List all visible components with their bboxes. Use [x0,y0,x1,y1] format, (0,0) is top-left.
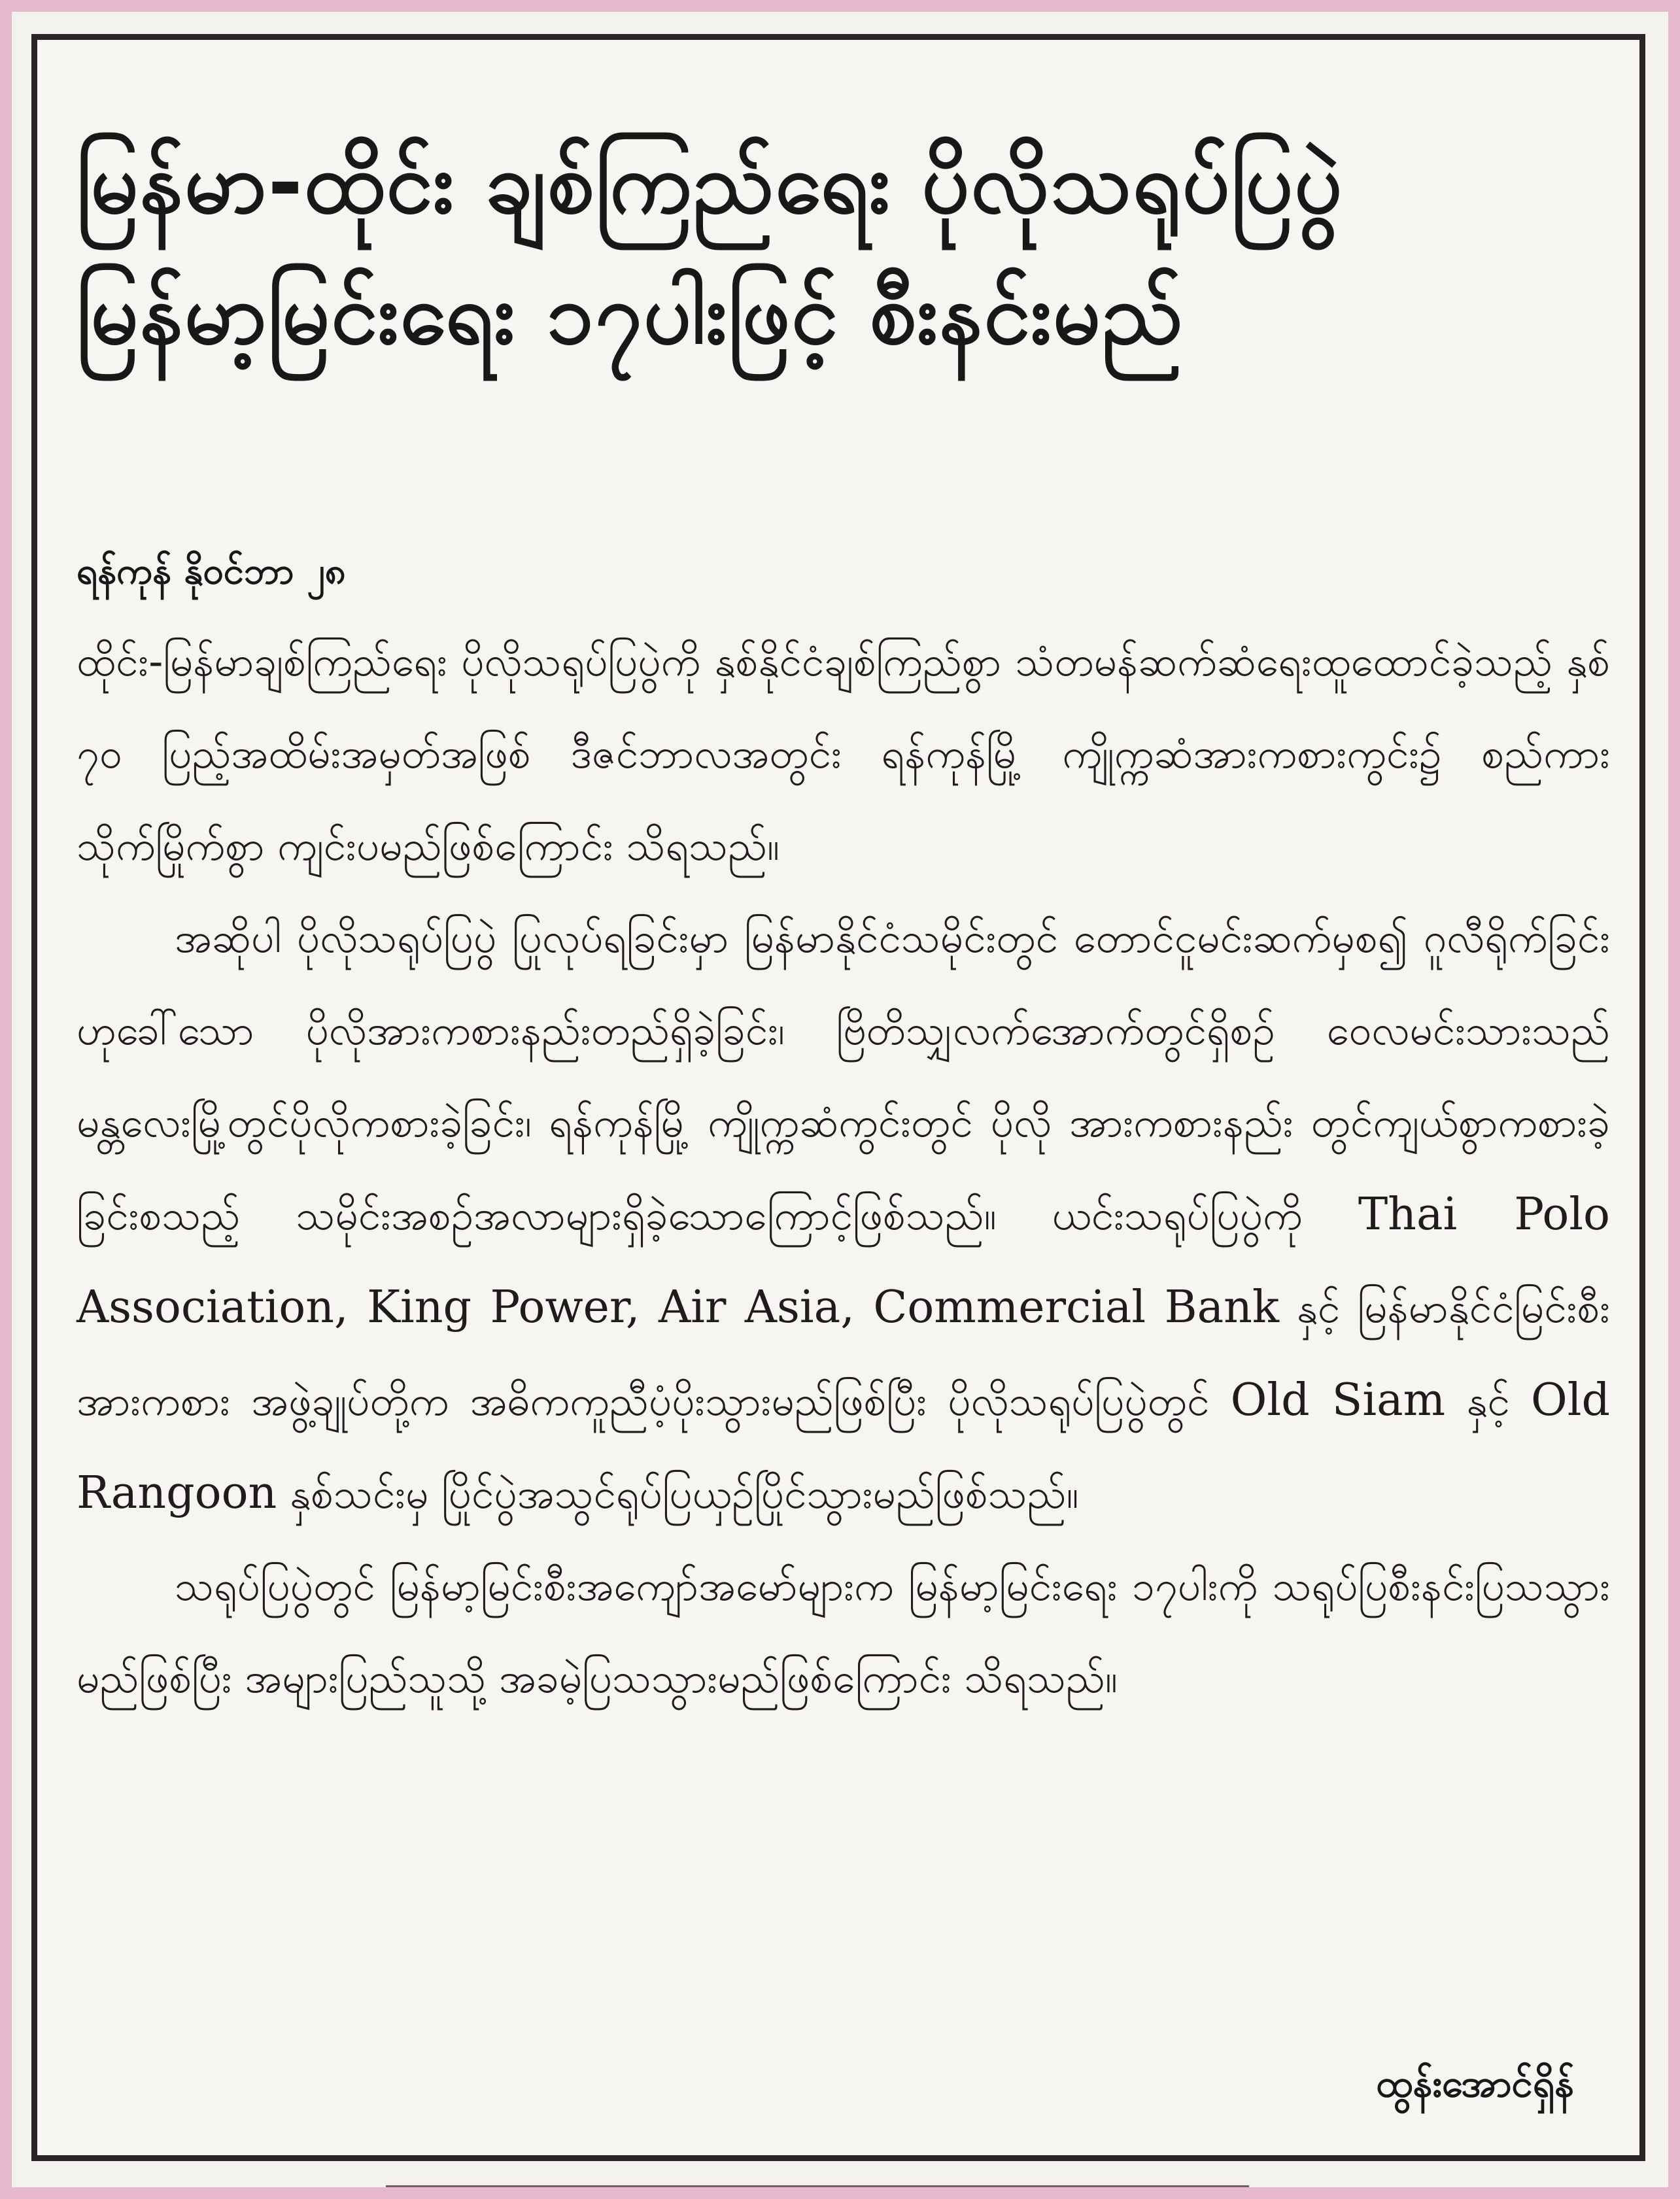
headline-line-1: မြန်မာ-ထိုင်း ချစ်ကြည်ရေး ပိုလိုသရုပ်ပြပွဲ [77,135,1344,232]
bottom-divider [386,2185,1249,2187]
paragraph-2-part-c: နှင့် [1445,1377,1531,1425]
team-old-siam: Old Siam [1230,1374,1446,1426]
paragraph-2-part-d: နှစ်သင်းမှ ပြိုင်ပွဲအသွင်ရုပ်ပြယှဉ်ပြိုင်သွားမည်ဖြစ်သည်။ [277,1470,1079,1518]
article-frame [31,34,1645,2161]
byline: ထွန်းအောင်ရှိန် [1376,2061,1574,2105]
team-old-rangoon: Old Rangoon [77,1374,1610,1519]
paragraph-2-part-b: နှင့် မြန်မာနိုင်ငံမြင်းစီးအားကစား အဖွဲ့ချုပ်တို့က အဓိကကူညီပံ့ပိုးသွားမည်ဖြစ်ပြီး ပိုလိုသရုပ်ပြပွဲတွင် [77,1284,1610,1425]
paragraph-2 [77,892,1610,1540]
paragraph-2-part-a: အဆိုပါ ပိုလိုသရုပ်ပြပွဲ ပြုလုပ်ရခြင်းမှာ မြန်မာနိုင်ငံသမိုင်းတွင် တောင်ငူမင်းဆက်မှစ၍ ဂူလီရိုက်ခြင်းဟုခေါ်သော ပိုလိုအားကစားနည်းတည်ရှိခဲ့ခြင်း၊ ဗြိတိသျှလက်အောက်တွင်ရှိစဉ် ဝေလမင်းသားသည် မန္တလေးမြို့တွင်ပိုလိုကစားခဲ့ခြင်း၊ ရန်ကုန်မြို့ ကျိုက္ကဆံကွင်းတွင် ပိုလို အားကစားနည်း တွင်ကျယ်စွာကစားခဲ့ခြင်းစသည့် သမိုင်းအစဉ်အလာများရှိခဲ့သောကြောင့်ဖြစ်သည်။ ယင်းသရုပ်ပြပွဲကို [77,914,1610,1239]
paragraph-3: သရုပ်ပြပွဲတွင် မြန်မာ့မြင်းစီးအကျော်အမော်များက မြန်မာ့မြင်းရေး ၁၇ပါးကို သရုပ်ပြစီးနင်းပြသသွားမည်ဖြစ်ပြီး အများပြည်သူသို့ အခမဲ့ပြသသွားမည်ဖြစ်ကြောင်း သိရသည်။ [77,1562,1610,1702]
article-body [77,615,1610,1724]
paragraph-1: ထိုင်း-မြန်မာချစ်ကြည်ရေး ပိုလိုသရုပ်ပြပွဲကို နှစ်နိုင်ငံချစ်ကြည်စွာ သံတမန်ဆက်ဆံရေးထူထောင်ခဲ့သည့် နှစ် ၇၀ ပြည့်အထိမ်းအမှတ်အဖြစ် ဒီဇင်ဘာလအတွင်း ရန်ကုန်မြို့ ကျိုက္ကဆံအားကစားကွင်း၌ စည်ကားသိုက်မြိုက်စွာ ကျင်းပမည်ဖြစ်ကြောင်း သိရသည်။ [77,638,1610,870]
headline-line-2: မြန်မာ့မြင်းရေး ၁၇ပါးဖြင့် စီးနင်းမည် [77,265,1184,363]
dateline: ရန်ကုန် နိုဝင်ဘာ ၂၈ [77,550,346,592]
headline [77,118,1607,380]
sponsor-list: Thai Polo Association, King Power, Air Asia, Commercial Bank [77,1189,1610,1333]
